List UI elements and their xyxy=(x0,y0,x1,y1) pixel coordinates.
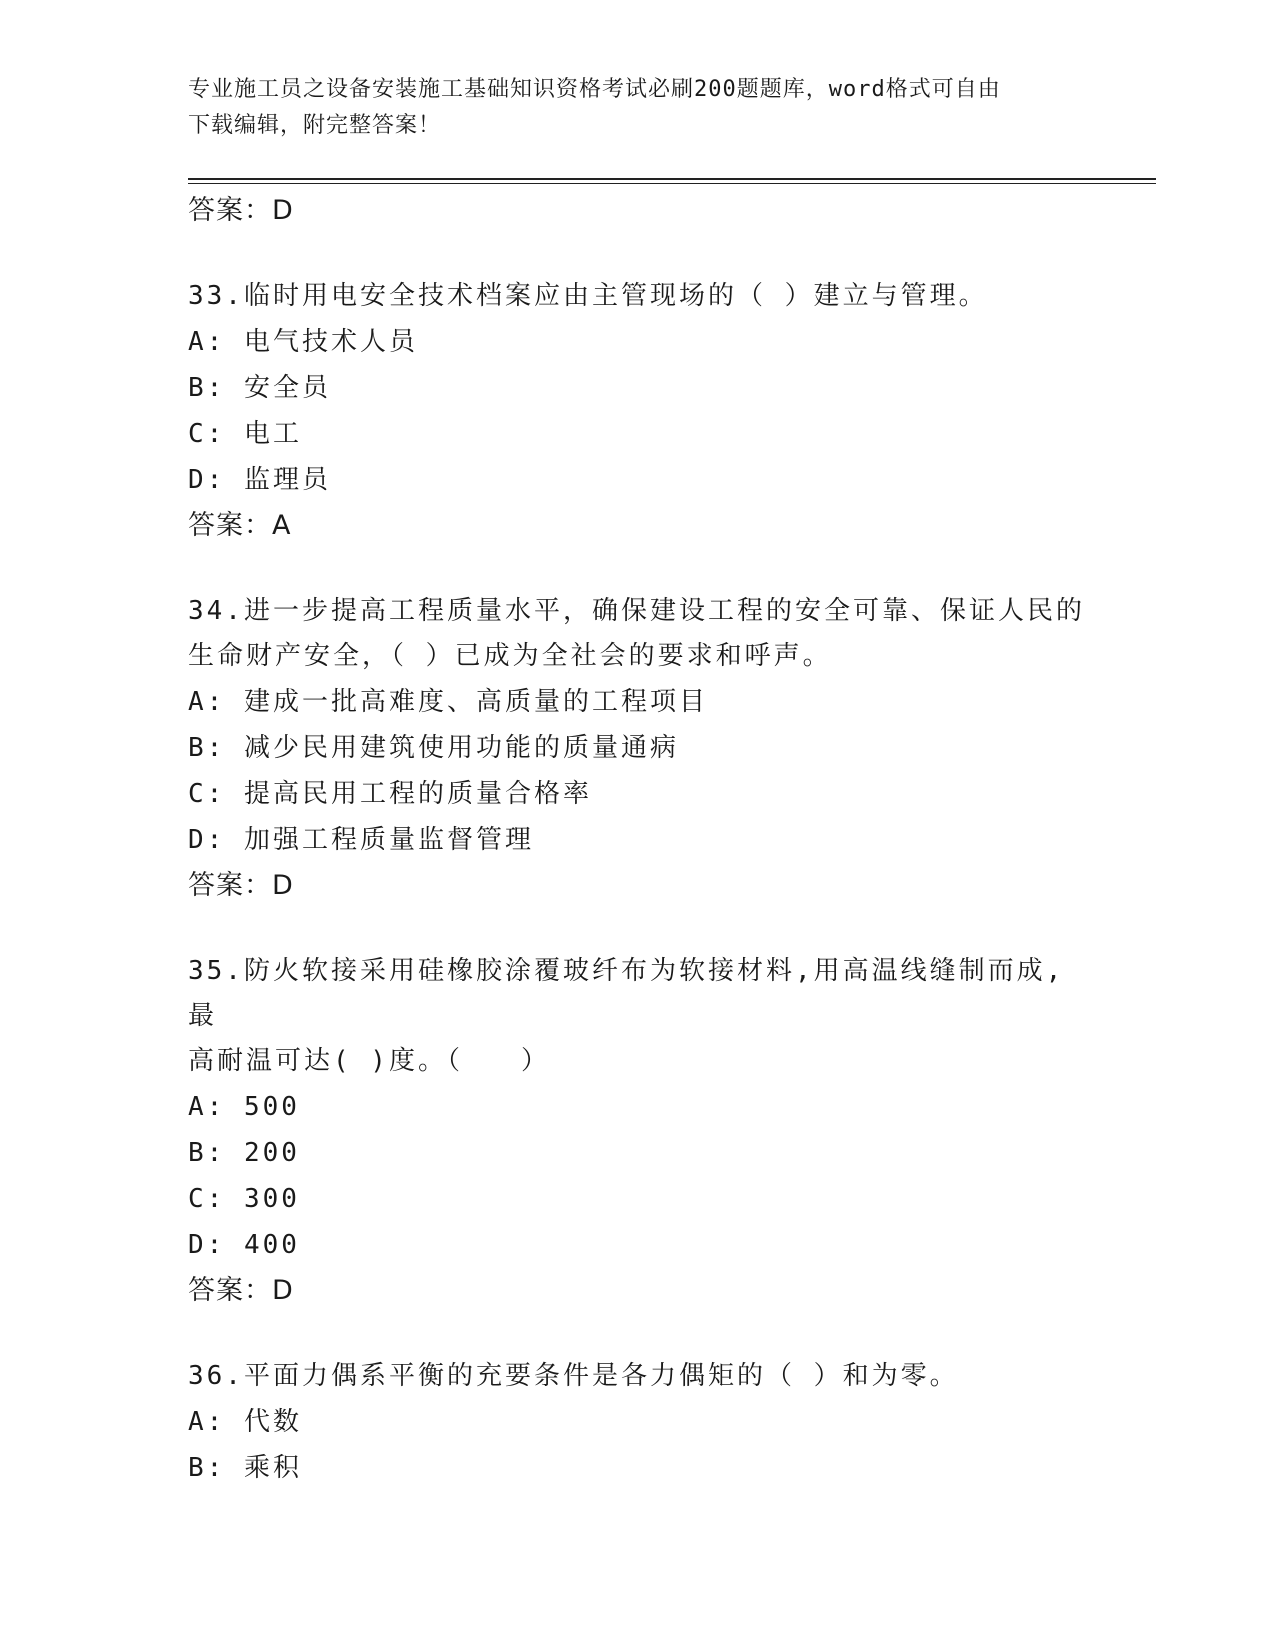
stem-line: 36.平面力偶系平衡的充要条件是各力偶矩的（ ）和为零。 xyxy=(188,1361,959,1391)
header-line-1: 专业施工员之设备安装施工基础知识资格考试必刷200题题库，word格式可自由 xyxy=(188,77,1001,102)
option-d: D: 加强工程质量监督管理 xyxy=(188,825,534,855)
option-d: D: 400 xyxy=(188,1230,300,1260)
question-stem xyxy=(188,589,1088,679)
option-a: A: 500 xyxy=(188,1092,300,1122)
option-c: C: 300 xyxy=(188,1184,300,1214)
stem-line: 生命财产安全，（ ）已成为全社会的要求和呼声。 xyxy=(188,641,832,671)
answer-line: 答案：D xyxy=(188,195,294,226)
header-line-2: 下载编辑，附完整答案！ xyxy=(188,113,442,138)
question-stem xyxy=(188,949,1088,1084)
option-b: B: 安全员 xyxy=(188,373,331,403)
question-stem xyxy=(188,1354,1088,1399)
stem-line: 高耐温可达( )度。（ ） xyxy=(188,1046,550,1076)
stem-line: 35.防火软接采用硅橡胶涂覆玻纤布为软接材料,用高温线缝制而成,最 xyxy=(188,956,1065,1031)
question-35 xyxy=(188,949,1088,1314)
answer-line: 答案：D xyxy=(188,1275,294,1306)
question-list xyxy=(188,188,1088,1491)
option-b: B: 乘积 xyxy=(188,1453,302,1483)
question-36 xyxy=(188,1354,1088,1491)
answer-line: 答案：A xyxy=(188,510,292,541)
question-stem xyxy=(188,274,1088,319)
document-header xyxy=(188,72,1068,144)
header-rule-thin xyxy=(188,183,1156,184)
option-b: B: 200 xyxy=(188,1138,300,1168)
option-a: A: 建成一批高难度、高质量的工程项目 xyxy=(188,687,708,717)
question-34 xyxy=(188,589,1088,909)
question-33 xyxy=(188,274,1088,549)
option-a: A: 电气技术人员 xyxy=(188,327,418,357)
option-b: B: 减少民用建筑使用功能的质量通病 xyxy=(188,733,679,763)
stem-line: 33.临时用电安全技术档案应由主管现场的（ ）建立与管理。 xyxy=(188,281,988,311)
option-d: D: 监理员 xyxy=(188,465,331,495)
option-c: C: 电工 xyxy=(188,419,302,449)
option-c: C: 提高民用工程的质量合格率 xyxy=(188,779,592,809)
answer-line: 答案：D xyxy=(188,870,294,901)
header-rule-thick xyxy=(188,178,1156,180)
stem-line: 34.进一步提高工程质量水平，确保建设工程的安全可靠、保证人民的 xyxy=(188,596,1085,626)
option-a: A: 代数 xyxy=(188,1407,302,1437)
